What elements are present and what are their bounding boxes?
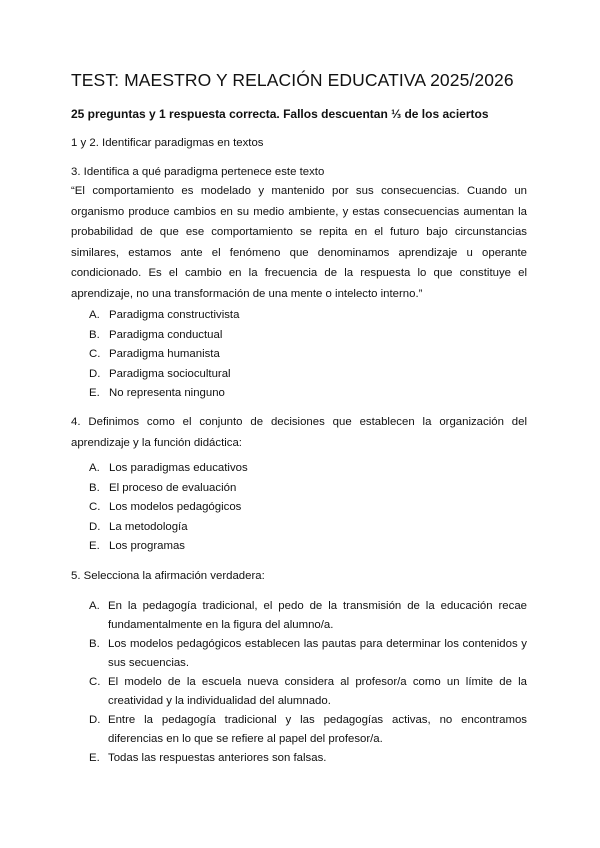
option-text: La metodología [109, 520, 188, 533]
option-item[interactable] [89, 711, 527, 749]
option-letter: E. [89, 540, 100, 552]
question-5-options [89, 597, 527, 768]
option-item[interactable] [89, 501, 248, 521]
option-item[interactable] [89, 309, 239, 329]
option-text: Paradigma sociocultural [109, 367, 231, 380]
option-letter: C. [89, 348, 101, 360]
option-text: Los modelos pedagógicos [109, 501, 242, 513]
option-item[interactable] [89, 482, 248, 502]
option-text: En la pedagogía tradicional, el pedo de la transmisión de la educación recae fundamentalmente en la figura del alumno/a. [108, 600, 527, 631]
option-letter: E. [89, 752, 100, 764]
option-letter: C. [89, 501, 101, 513]
option-letter: A. [89, 600, 100, 612]
option-letter: D. [89, 714, 101, 726]
option-text: Los paradigmas educativos [109, 462, 248, 474]
question-3-options [89, 309, 239, 407]
option-letter: B. [89, 328, 100, 341]
option-letter: E. [89, 387, 100, 399]
option-item[interactable] [89, 329, 239, 349]
option-letter: B. [89, 481, 100, 494]
option-text: El proceso de evaluación [109, 481, 237, 494]
option-text: No representa ninguno [109, 387, 225, 399]
option-letter: A. [89, 462, 100, 474]
option-letter: C. [89, 676, 101, 688]
option-letter: D. [89, 367, 101, 380]
option-item[interactable] [89, 348, 239, 368]
option-item[interactable] [89, 368, 239, 388]
option-text: Paradigma humanista [109, 348, 220, 360]
option-item[interactable] [89, 749, 527, 768]
option-item[interactable] [89, 540, 248, 560]
option-item[interactable] [89, 462, 248, 482]
option-text: Paradigma constructivista [109, 309, 240, 321]
option-text: Entre la pedagogía tradicional y las pedagogías activas, no encontramos diferencias en lo que se refiere al papel del profesor/a. [108, 714, 527, 745]
option-text: Los programas [109, 540, 185, 552]
option-letter: B. [89, 638, 100, 650]
option-item[interactable] [89, 597, 527, 635]
option-letter: A. [89, 309, 100, 321]
option-text: Todas las respuestas anteriores son falsas. [108, 752, 327, 764]
question-4-text: 4. Definimos como el conjunto de decisiones que establecen la organización del aprendizaje y la función didáctica: [71, 416, 527, 449]
question-3-label: 3. Identifica a qué paradigma pertenece este texto [71, 166, 325, 178]
option-text: Paradigma conductual [109, 328, 223, 341]
option-letter: D. [89, 520, 101, 533]
option-item[interactable] [89, 521, 248, 541]
question-3-quote: “El comportamiento es modelado y mantenido por sus consecuencias. Cuando un organismo produce cambios en su medio ambiente, y estas consecuencias aumentan la probabilidad de que ese comportamiento se repita en el futuro bajo circunstancias similares, estamos ante el fenómeno que denominamos aprendizaje u operante condicionado. Es el cambio en la frecuencia de la respuesta lo que constituye el aprendizaje, no una transformación de una mente o intelecto interno.” [71, 185, 527, 300]
test-instructions: 25 preguntas y 1 respuesta correcta. Fallos descuentan ⅓ de los aciertos [71, 107, 489, 121]
option-text: El modelo de la escuela nueva considera al profesor/a como un límite de la creatividad y la individualidad del alumnado. [108, 676, 527, 707]
document-title: TEST: MAESTRO Y RELACIÓN EDUCATIVA 2025/2026 [71, 70, 514, 90]
section-note: 1 y 2. Identificar paradigmas en textos [71, 137, 264, 149]
option-item[interactable] [89, 635, 527, 673]
option-text: Los modelos pedagógicos establecen las pautas para determinar los contenidos y sus secuencias. [108, 638, 527, 669]
option-item[interactable] [89, 673, 527, 711]
option-item[interactable] [89, 387, 239, 407]
question-4-options [89, 462, 248, 560]
question-5-text: 5. Selecciona la afirmación verdadera: [71, 570, 265, 582]
